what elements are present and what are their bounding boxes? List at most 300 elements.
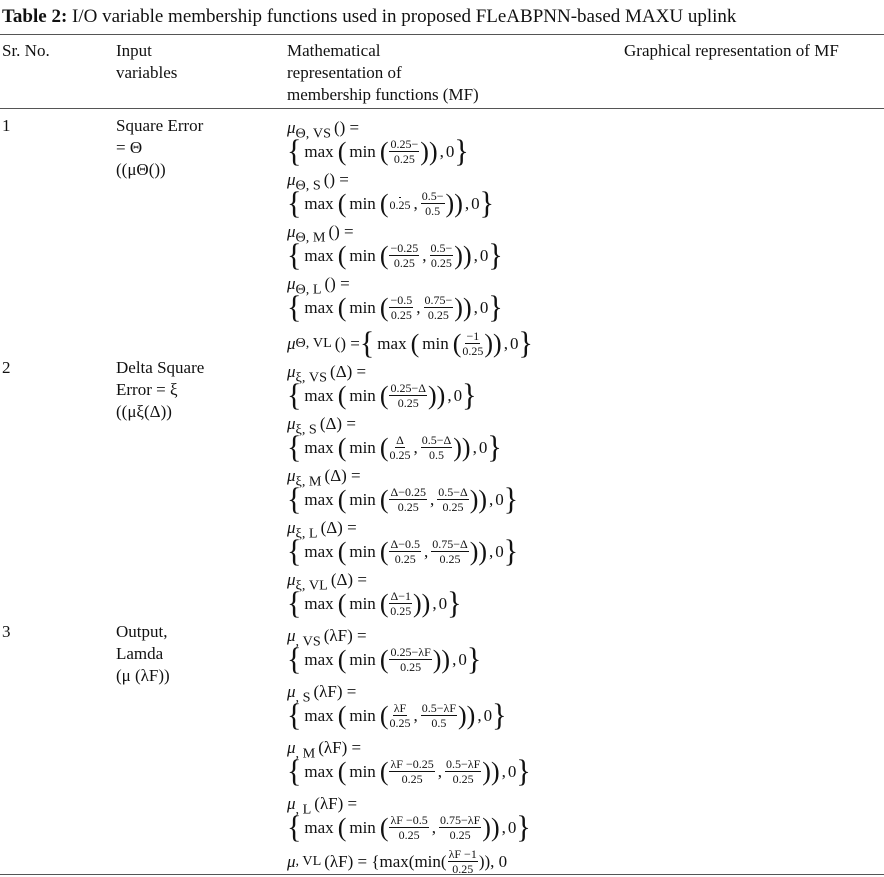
comma: ,: [432, 593, 437, 613]
fraction: [389, 138, 419, 165]
brace-close: }: [447, 585, 462, 621]
max-operator: max: [304, 489, 334, 509]
comma: ,: [473, 297, 478, 317]
mf-argument: (λF) =: [318, 738, 362, 757]
mf-argument: (Δ) =: [330, 362, 367, 381]
brace-open: {: [287, 697, 302, 733]
mf-argument: (λF) =: [314, 794, 358, 813]
paren-open: (: [337, 136, 347, 166]
brace-close: }: [503, 533, 519, 569]
mf-subscript: , L: [295, 801, 312, 818]
comma: ,: [452, 649, 457, 669]
fraction-numerator: 0.25−: [390, 137, 419, 151]
input-variable-line: = Θ: [116, 138, 143, 157]
max-operator: max: [304, 817, 334, 837]
paren-open: (: [410, 328, 420, 358]
min-operator: min: [349, 245, 376, 265]
max-operator: max: [304, 385, 334, 405]
paren-open: (: [379, 588, 389, 618]
mu-symbol: μ: [287, 414, 296, 433]
brace-open: {: [359, 325, 375, 361]
zero-value: 0: [445, 141, 455, 161]
paren-close: ): [428, 136, 438, 166]
paren-open: (: [379, 240, 389, 270]
paren-close: ): [490, 812, 500, 842]
fraction-denominator: 0.25: [401, 772, 423, 786]
paren-close: ): [454, 188, 463, 218]
top-rule: [0, 34, 884, 35]
input-variable-line: (μ (λF)): [116, 666, 170, 685]
row-sr-no: 2: [2, 358, 11, 377]
paren-close: ): [453, 432, 462, 462]
comma: ,: [413, 193, 418, 213]
paren-close: ): [482, 756, 491, 786]
fraction-numerator: λF: [393, 701, 407, 715]
min-operator: min: [349, 649, 376, 669]
max-operator: max: [304, 649, 334, 669]
fraction-numerator: λF −0.5: [390, 813, 428, 827]
paren-open: (: [379, 756, 389, 786]
brace-close: }: [462, 377, 477, 413]
paren-close: ): [454, 240, 463, 270]
comma: ,: [477, 705, 482, 725]
fraction: [430, 242, 454, 269]
mf-subscript: , S: [295, 689, 311, 706]
paren-close: ): [421, 588, 431, 618]
comma: ,: [501, 817, 506, 837]
mf-argument: () =: [334, 333, 360, 353]
paren-close: ): [469, 536, 479, 566]
mf-subscript: Θ, VL: [295, 335, 332, 351]
fraction-numerator: Δ: [396, 433, 404, 447]
brace-close: }: [492, 697, 507, 733]
comma: ,: [413, 437, 418, 457]
comma: ,: [429, 489, 435, 509]
mu-symbol: μ: [287, 466, 296, 485]
paren-open: (: [337, 756, 347, 786]
max-operator: max: [304, 593, 334, 613]
max-operator: max: [304, 141, 334, 161]
paren-open: (: [337, 292, 347, 322]
fraction-denominator: 0.25: [393, 256, 415, 270]
input-variable-line: ((μξ(Δ)): [116, 402, 172, 421]
mu-symbol: μ: [287, 333, 296, 353]
brace-close: }: [488, 289, 503, 325]
mf-argument: (λF) =: [323, 626, 367, 645]
min-operator: min: [349, 705, 376, 725]
paren-close: ): [436, 380, 446, 410]
zero-value: 0: [483, 705, 493, 725]
mf-subscript: , M: [295, 745, 316, 762]
input-variable-line: Error = ξ: [116, 380, 178, 399]
brace-close: }: [454, 133, 469, 169]
brace-open: {: [287, 429, 302, 465]
mu-symbol: μ: [287, 518, 296, 537]
brace-open: {: [287, 289, 302, 325]
fraction: [389, 486, 426, 513]
paren-open: (: [337, 432, 347, 462]
paren-open: (: [337, 484, 347, 514]
paren-open: (: [379, 292, 389, 322]
min-operator: min: [349, 141, 376, 161]
fraction-denominator: 0.25: [389, 716, 411, 730]
paren-open: (: [379, 484, 389, 514]
zero-value: 0: [478, 437, 488, 457]
fraction-denominator: 0.25: [430, 256, 452, 270]
min-operator: min: [349, 817, 376, 837]
brace-open: {: [287, 809, 302, 845]
fraction: [389, 702, 410, 729]
fraction-denominator: 0.25: [397, 500, 419, 514]
paren-close: ): [461, 432, 471, 462]
fraction-numerator: 0.75−: [424, 293, 453, 307]
mf-argument: () =: [333, 118, 360, 137]
header-input-line: Input: [116, 41, 152, 60]
fraction-numerator: −0.25: [390, 241, 419, 255]
paren-close: ): [469, 484, 479, 514]
paren-open: (: [379, 188, 389, 218]
fraction: [421, 434, 452, 461]
zero-value: 0: [495, 541, 504, 561]
mf-argument: (Δ) =: [319, 414, 356, 433]
paren-open: (: [452, 328, 462, 358]
fraction-numerator: Δ−0.25: [390, 485, 426, 499]
membership-function-body: [287, 809, 531, 845]
fraction: [424, 294, 454, 321]
membership-function-lhs: [287, 848, 507, 875]
paren-open: (: [337, 380, 347, 410]
min-operator: min: [349, 593, 376, 613]
paren-open: (: [337, 240, 347, 270]
row-sr-no: 3: [2, 622, 11, 641]
brace-open: {: [287, 377, 302, 413]
fraction-numerator: 0.25−λF: [390, 645, 431, 659]
brace-close: }: [516, 809, 531, 845]
brace-close: }: [503, 481, 519, 517]
fraction: [389, 294, 413, 321]
fraction-numerator: 0.5−λF: [446, 757, 481, 771]
mf-subscript: Θ, M: [295, 229, 326, 246]
mf-subscript: , VS: [295, 633, 321, 650]
min-operator: min: [349, 385, 376, 405]
mf-argument: () =: [323, 170, 349, 189]
zero-value: 0: [507, 817, 517, 837]
brace-open: {: [287, 753, 302, 789]
membership-function-body: [287, 697, 507, 733]
min-operator: min: [349, 761, 376, 781]
paren-close: ): [462, 240, 472, 270]
mf-subscript: ξ, VL: [295, 577, 328, 594]
fraction-denominator: 0.5: [431, 716, 447, 730]
input-variable-line: Square Error: [116, 116, 204, 135]
paren-close: ): [493, 328, 502, 358]
min-operator: min: [422, 333, 449, 353]
header-input-variables: [116, 40, 177, 84]
paren-open: (: [379, 136, 389, 166]
comma: ,: [501, 761, 506, 781]
header-math-line: membership functions (MF): [287, 85, 479, 104]
mf-subscript: ξ, L: [295, 525, 318, 542]
brace-open: {: [287, 185, 302, 221]
brace-open: {: [287, 533, 302, 569]
mu-symbol: μ: [287, 170, 296, 189]
fraction-numerator: −1: [466, 329, 480, 343]
fraction: [448, 848, 478, 875]
fraction-numerator: Δ−0.5: [390, 537, 420, 551]
fraction: [462, 330, 483, 357]
fraction-denominator: 0.25: [427, 308, 449, 322]
mu-symbol: μ: [287, 626, 296, 645]
membership-function-body: [287, 753, 531, 789]
comma: ,: [489, 489, 494, 509]
fraction-denominator: 0.25: [389, 448, 411, 462]
brace-close: }: [516, 753, 531, 789]
max-operator: max: [377, 333, 407, 353]
header-math-line: Mathematical: [287, 41, 381, 60]
fraction: [389, 590, 411, 617]
max-operator: max: [304, 437, 334, 457]
zero-value: 0: [479, 245, 489, 265]
mf-subscript: Θ, L: [295, 281, 322, 298]
mf-subscript: ξ, S: [295, 421, 317, 438]
paren-close: ): [458, 700, 467, 730]
comma: ,: [422, 245, 427, 265]
comma: ,: [416, 297, 421, 317]
max-operator: max: [304, 541, 334, 561]
fraction: [389, 434, 410, 461]
paren-open: (: [337, 644, 347, 674]
fraction-denominator: 0.25: [390, 604, 412, 618]
comma: ,: [447, 385, 452, 405]
mu-symbol: μ: [287, 851, 296, 871]
paren-close: ): [420, 136, 429, 166]
zero-value: 0: [509, 333, 519, 353]
fraction-denominator: 0.25: [442, 500, 464, 514]
fraction: [389, 646, 431, 673]
paren-close: ): [482, 812, 491, 842]
max-operator: max: [304, 193, 334, 213]
mf-subscript: Θ, VS: [295, 125, 331, 142]
paren-close: ): [484, 328, 494, 358]
fraction-denominator: 0.25: [452, 862, 474, 876]
brace-open: {: [287, 641, 302, 677]
paren-close: ): [466, 700, 476, 730]
comma: ,: [431, 817, 436, 837]
header-math-line: representation of: [287, 63, 402, 82]
fraction: [389, 382, 426, 409]
mu-symbol: μ: [287, 682, 296, 701]
fraction: [439, 814, 481, 841]
paren-close: ): [427, 380, 437, 410]
brace-close: }: [518, 325, 533, 361]
paren-close: ): [454, 292, 463, 322]
fraction-denominator: 0.25: [394, 552, 416, 566]
paren-open: (: [337, 700, 347, 730]
mf-subscript: ξ, M: [295, 473, 322, 490]
header-sr-no: Sr. No.: [2, 41, 50, 60]
fraction: [389, 758, 434, 785]
mu-symbol: μ: [287, 222, 296, 241]
fraction-denominator: 0.25: [400, 660, 422, 674]
fraction-numerator: 0.5−Δ: [438, 485, 468, 499]
table-title: I/O variable membership functions used in proposed FLeABPNN-based MAXU uplink: [72, 6, 737, 27]
bottom-rule: [0, 874, 884, 875]
fraction: [389, 538, 420, 565]
mf-argument: (λF) =: [313, 682, 357, 701]
paren-close: ): [462, 292, 472, 322]
paren-close: ): [441, 644, 451, 674]
fraction-numerator: 0.5−Δ: [421, 433, 452, 447]
mf-subscript: Θ, S: [295, 177, 321, 194]
min-operator: min: [349, 193, 376, 213]
fraction-numerator: Δ−1: [390, 589, 411, 603]
mf-argument: (Δ) =: [330, 570, 367, 589]
mu-symbol: μ: [287, 274, 296, 293]
min-operator: min: [349, 541, 376, 561]
brace-close: }: [479, 185, 495, 221]
paren-close: ): [445, 188, 455, 218]
fraction-numerator: −0.5: [390, 293, 413, 307]
fraction-numerator: 0.75−Δ: [432, 537, 468, 551]
max-operator: max: [304, 297, 334, 317]
min-operator: min: [349, 297, 376, 317]
fraction-denominator: 0.25: [393, 152, 415, 166]
fraction-denominator: 0.25: [390, 308, 412, 322]
fraction-numerator: 0.75−λF: [440, 813, 481, 827]
fraction-numerator: λF −1: [448, 847, 477, 861]
mf-argument: (λF) = {max(min(: [324, 851, 447, 871]
row-input-variable: [116, 621, 170, 687]
mu-symbol: μ: [287, 362, 296, 381]
fraction: [431, 538, 468, 565]
fraction: [389, 196, 410, 211]
mf-argument: () =: [328, 222, 354, 241]
fraction-denominator: 0.5: [428, 448, 444, 462]
comma: ,: [439, 141, 444, 161]
comma: ,: [464, 193, 470, 213]
paren-open: (: [379, 536, 389, 566]
zero-value: 0: [495, 489, 504, 509]
mf-subscript: , VL: [295, 853, 322, 869]
paren-open: (: [337, 588, 347, 618]
mf-subscript: ξ, VS: [295, 369, 328, 386]
zero-value: 0: [507, 761, 517, 781]
comma: ,: [503, 333, 508, 353]
input-variable-line: Output,: [116, 622, 168, 641]
comma: ,: [489, 541, 494, 561]
paren-open: (: [379, 700, 389, 730]
brace-open: {: [287, 237, 302, 273]
paren-open: (: [337, 188, 347, 218]
paren-open: (: [337, 536, 347, 566]
brace-open: {: [287, 585, 302, 621]
paren-open: (: [379, 644, 389, 674]
fraction-numerator: 0.5−: [430, 241, 453, 255]
formula-tail: )), 0: [478, 851, 508, 871]
input-variable-line: Lamda: [116, 644, 164, 663]
fraction-numerator: 0.5−λF: [421, 701, 456, 715]
min-operator: min: [349, 489, 376, 509]
zero-value: 0: [458, 649, 467, 669]
fraction-denominator: 0.25: [449, 828, 471, 842]
paren-close: ): [490, 756, 500, 786]
fraction-numerator: 0.25−Δ: [390, 381, 426, 395]
row-input-variable: [116, 357, 204, 423]
brace-open: {: [287, 481, 302, 517]
brace-close: }: [466, 641, 482, 677]
fraction: [389, 814, 428, 841]
brace-close: }: [487, 429, 502, 465]
fraction-denominator: 0.25: [397, 396, 419, 410]
zero-value: 0: [438, 593, 448, 613]
brace-open: {: [287, 133, 302, 169]
paren-open: (: [379, 380, 389, 410]
membership-function-lhs: [287, 325, 533, 361]
table-label: Table 2:: [2, 6, 68, 27]
fraction: [421, 702, 457, 729]
brace-close: }: [488, 237, 503, 273]
header-rule: [0, 108, 884, 109]
table-caption: [2, 6, 736, 28]
comma: ,: [413, 705, 418, 725]
fraction: [421, 190, 445, 217]
fraction: [389, 242, 419, 269]
mu-symbol: μ: [287, 794, 296, 813]
fraction: [437, 486, 468, 513]
fraction-denominator: 0.5: [425, 204, 441, 218]
max-operator: max: [304, 245, 334, 265]
min-operator: min: [349, 437, 376, 457]
comma: ,: [423, 541, 429, 561]
fraction-denominator: 0.25: [398, 828, 420, 842]
comma: ,: [472, 437, 477, 457]
paren-open: (: [337, 812, 347, 842]
max-operator: max: [304, 705, 334, 725]
paren-close: ): [432, 644, 442, 674]
fraction-denominator: 0.25: [439, 552, 461, 566]
row-input-variable: [116, 115, 203, 181]
fraction-denominator: 0.25: [452, 772, 474, 786]
fraction: [445, 758, 481, 785]
paren-close: ): [478, 484, 488, 514]
row-sr-no: 1: [2, 116, 11, 135]
comma: ,: [473, 245, 478, 265]
mu-symbol: μ: [287, 738, 296, 757]
header-math-representation: [287, 40, 479, 106]
mf-argument: () =: [324, 274, 350, 293]
zero-value: 0: [453, 385, 463, 405]
paren-open: (: [379, 812, 389, 842]
fraction-numerator: 0.5−: [421, 189, 444, 203]
mu-symbol: μ: [287, 118, 296, 137]
fraction-denominator: 0.25: [462, 344, 484, 358]
paren-open: (: [379, 432, 389, 462]
mf-argument: (Δ) =: [324, 466, 361, 485]
max-operator: max: [304, 761, 334, 781]
paren-close: ): [412, 588, 422, 618]
comma: ,: [437, 761, 442, 781]
paren-close: ): [478, 536, 488, 566]
input-variable-line: Delta Square: [116, 358, 205, 377]
header-input-line: variables: [116, 63, 178, 82]
mu-symbol: μ: [287, 570, 296, 589]
zero-value: 0: [479, 297, 489, 317]
fraction-denominator: 0.25: [389, 198, 411, 212]
mf-argument: (Δ) =: [320, 518, 357, 537]
fraction-numerator: λF −0.25: [390, 757, 434, 771]
header-graphical-representation: Graphical representation of MF: [624, 41, 839, 60]
zero-value: 0: [471, 193, 480, 213]
